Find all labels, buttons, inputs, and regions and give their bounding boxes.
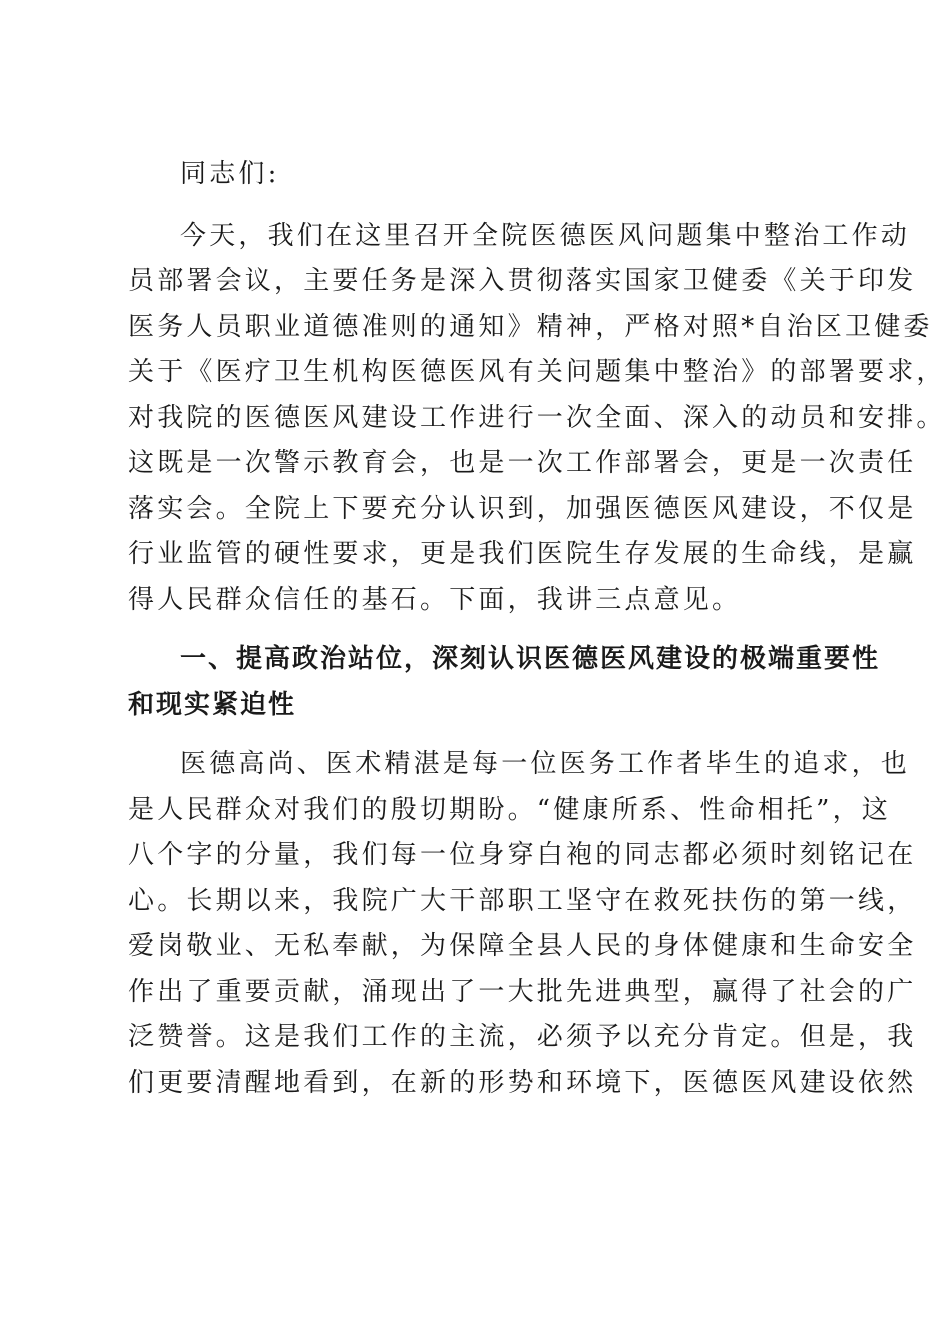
text-line: 八个字的分量，我们每一位身穿白袍的同志都必须时刻铭记在 [128,840,917,870]
text-line: 员部署会议，主要任务是深入贯彻落实国家卫健委《关于印发 [128,266,917,296]
text-line: 这既是一次警示教育会，也是一次工作部署会，更是一次责任 [128,448,917,478]
text-line: 医德高尚、医术精湛是每一位医务工作者毕生的追求，也 [180,749,911,779]
text-line: 心。长期以来，我院广大干部职工坚守在救死扶伤的第一线， [128,885,917,916]
text-line: 爱岗敬业、无私奉献，为保障全县人民的身体健康和生命安全 [128,931,917,961]
section-heading-1 [128,637,881,728]
text-line: 对我院的医德医风建设工作进行一次全面、深入的动员和安排。 [128,402,946,433]
text-line: 行业监管的硬性要求，更是我们医院生存发展的生命线，是赢 [128,539,917,569]
text-line: 泛赞誉。这是我们工作的主流，必须予以充分肯定。但是，我 [128,1022,917,1052]
document-body [128,152,946,1120]
heading-line: 一、提高政治站位，深刻认识医德医风建设的极端重要性 [180,644,881,674]
text-line: 们更要清醒地看到，在新的形势和环境下，医德医风建设依然 [128,1067,917,1098]
text-line: 关于《医疗卫生机构医德医风有关问题集中整治》的部署要求， [128,357,946,387]
text-line: 医务人员职业道德准则的通知》精神，严格对照*自治区卫健委 [128,311,933,342]
text-line: 是人民群众对我们的殷切期盼。“健康所系、性命相托”，这 [128,794,891,825]
salutation: 同志们: [180,159,280,189]
text-line: 落实会。全院上下要充分认识到，加强医德医风建设，不仅是 [128,493,917,524]
paragraph-section-1 [128,742,917,1106]
text-line: 今天，我们在这里召开全院医德医风问题集中整治工作动 [180,220,911,251]
paragraph-intro [128,214,946,624]
text-line: 得人民群众信任的基石。下面，我讲三点意见。 [128,584,742,615]
text-line: 作出了重要贡献，涌现出了一大批先进典型，赢得了社会的广 [128,976,917,1007]
heading-line: 和现实紧迫性 [128,689,297,720]
